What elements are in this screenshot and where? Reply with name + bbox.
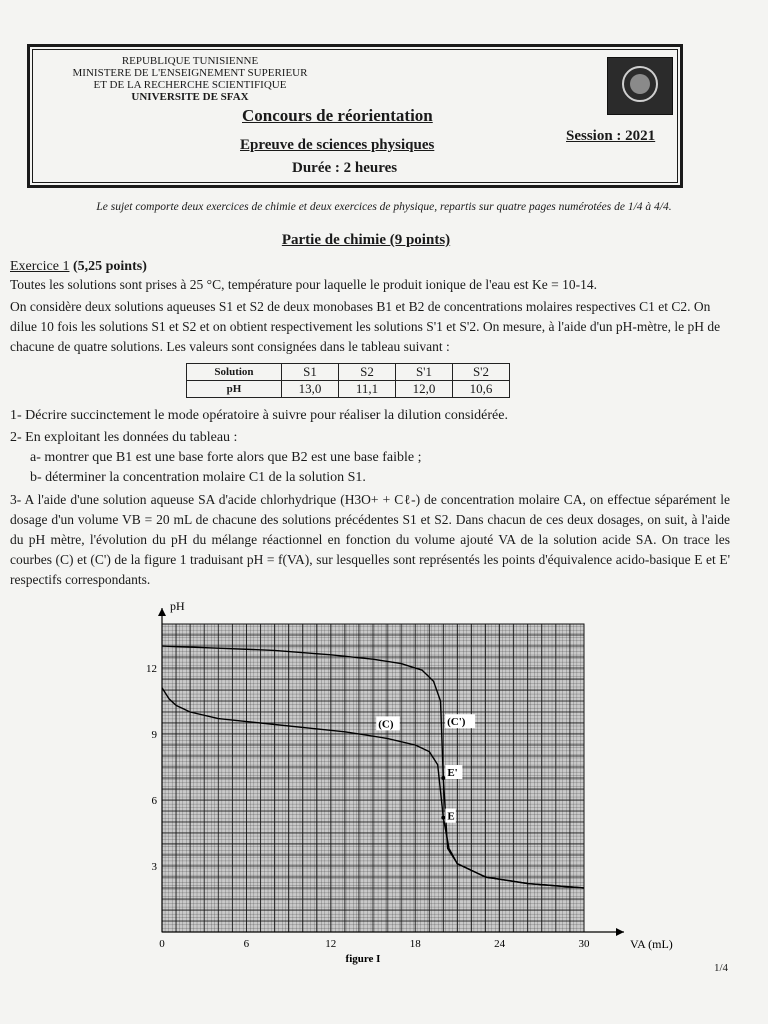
y-tick-label: 3: [151, 861, 157, 873]
curve-label: (C'): [447, 716, 466, 729]
equivalence-point: [441, 816, 445, 820]
x-tick-label: 30: [578, 938, 590, 950]
x-axis-arrow: [616, 928, 624, 936]
y-tick-label: 9: [151, 729, 157, 741]
table-header-cell: Solution: [187, 364, 282, 381]
exercise-paragraph-1: Toutes les solutions sont prises à 25 °C, température pour laquelle le produit ionique de l'eau est Ke = 10-14.: [10, 277, 597, 292]
institution-line-4: UNIVERSITE DE SFAX: [131, 91, 249, 103]
table-row: [187, 381, 510, 398]
question-2b: b- déterminer la concentration molaire C1 de la solution S1.: [30, 470, 366, 485]
ph-table: [186, 363, 510, 398]
figure-caption: figure I: [345, 953, 381, 965]
y-axis-label: pH: [170, 599, 185, 613]
curve-label: E': [447, 767, 458, 779]
y-tick-label: 6: [151, 795, 157, 807]
table-cell: 11,1: [339, 381, 396, 398]
x-tick-label: 0: [159, 938, 165, 950]
x-tick-label: 24: [494, 938, 506, 950]
exam-subtitle: Epreuve de sciences physiques: [240, 137, 435, 153]
exercise-paragraph-2: On considère deux solutions aqueuses S1 et S2 de deux monobases B1 et B2 de concentrations molaires respectives C1 et C2. On dilue 10 fois les solutions S1 et S2 et on obtient respectivement les solutions S'1 et S'2. On mesure, à l'aide d'un pH-mètre, le pH de chacune de quatre solutions. Les valeurs sont consignées dans le tableau suivant :: [10, 299, 721, 354]
y-axis-arrow: [158, 608, 166, 616]
table-header-cell: S'1: [396, 364, 453, 381]
exercise-points: (5,25 points): [72, 259, 147, 274]
institution-line-1: REPUBLIQUE TUNISIENNE: [121, 55, 259, 67]
question-2a: a- montrer que B1 est une base forte alors que B2 est une base faible ;: [30, 450, 422, 465]
institution-line-3: ET DE LA RECHERCHE SCIENTIFIQUE: [93, 79, 287, 91]
y-tick-label: 12: [146, 663, 157, 675]
part-title: Partie de chimie (9 points): [281, 232, 451, 248]
table-cell: 10,6: [453, 381, 510, 398]
table-cell: 12,0: [396, 381, 453, 398]
x-tick-label: 18: [409, 938, 421, 950]
table-header-cell: S2: [339, 364, 396, 381]
table-cell: 13,0: [282, 381, 339, 398]
intro-note: Le sujet comporte deux exercices de chimie et deux exercices de physique, repartis sur quatre pages numérotées de 1/4 à 4/4.: [96, 201, 672, 213]
exam-title: Concours de réorientation: [242, 106, 433, 125]
x-tick-label: 12: [325, 938, 337, 950]
table-header-cell: S1: [282, 364, 339, 381]
equivalence-point: [441, 776, 445, 780]
page-number: 1/4: [714, 962, 729, 974]
question-2: 2- En exploitant les données du tableau :: [10, 430, 238, 445]
exercise-heading: [10, 257, 730, 277]
institution-line-2: MINISTERE DE L'ENSEIGNEMENT SUPERIEUR: [72, 67, 308, 79]
table-header-cell: S'2: [453, 364, 510, 381]
university-logo: [607, 57, 673, 115]
question-1: 1- Décrire succinctement le mode opératoire à suivre pour réaliser la dilution considérée.: [10, 408, 508, 423]
curve-label: E: [447, 810, 455, 823]
table-row: [187, 364, 510, 381]
session-label: Session : 2021: [566, 128, 656, 144]
exam-duration: Durée : 2 heures: [292, 160, 398, 176]
exercise-number: Exercice 1: [10, 259, 70, 274]
x-tick-label: 6: [243, 938, 250, 950]
curve-label: (C): [378, 718, 394, 731]
table-cell: pH: [187, 381, 282, 398]
question-3: 3- A l'aide d'une solution aqueuse SA d'acide chlorhydrique (H3O+ + Cℓ-) de concentration molaire CA, on effectue séparément le dosage d'un volume VB = 20 mL de chacune des solutions précédentes S1 et S2. Dans chacun de ces deux dosages, on suit, à l'aide du pH mètre, l'évolution du pH du mélange réactionnel en fonction du volume ajouté VA de la solution acide SA. On trace les courbes (C) et (C') de la figure 1 traduisant pH = f(VA), sur lesquelles sont représentés les points d'équivalence acido-basique E et E' respectifs correspondants.: [10, 492, 730, 587]
x-axis-label: VA (mL): [630, 937, 673, 951]
titration-chart: [140, 598, 740, 968]
